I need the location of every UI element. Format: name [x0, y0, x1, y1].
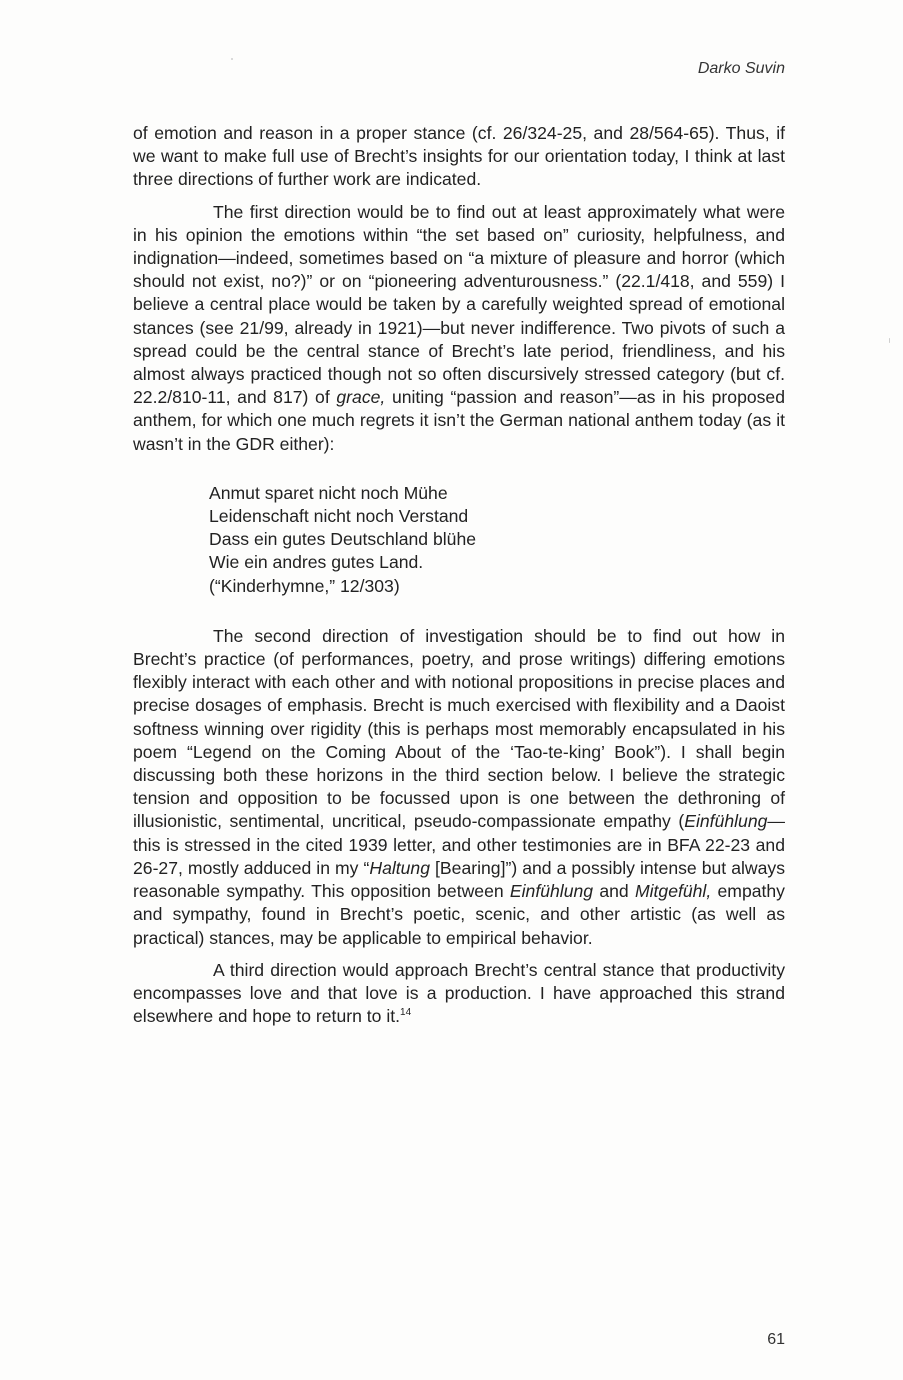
poem-block [209, 482, 785, 598]
paragraph-3-text: —this is stressed in the cited 1939 letter, and other testimonies are in BFA 22-23 and 26-27, mostly adduced in my “ [133, 811, 785, 878]
paragraph-3-term: Einfühlung [509, 881, 594, 902]
paragraph-3-term: Einfühlung [684, 811, 768, 832]
paragraph-1: of emotion and reason in a proper stance (cf. 26/324-25, and 28/564-65). Thus, if we want to make full use of Brecht’s insights for our orientation today, I think at last three directions of further work are indicated. [133, 123, 785, 190]
poem-line: Anmut sparet nicht noch Mühe [209, 482, 448, 503]
body-text [133, 122, 785, 1037]
running-head-author: Darko Suvin [697, 60, 785, 77]
paragraph-2 [133, 201, 785, 456]
poem-citation: (“Kinderhymne,” 12/303) [209, 575, 400, 596]
paragraph-4 [133, 959, 785, 1029]
paragraph-2-emphasis: grace, [336, 387, 386, 408]
paragraph-3-text: [Bearing]”) and a possibly intense but always reasonable sympathy. This opposition between [133, 857, 785, 902]
footnote-reference[interactable]: 14 [400, 1007, 412, 1019]
poem-line: Leidenschaft nicht noch Verstand [209, 506, 469, 527]
paragraph-4-text: A third direction would approach Brecht’s central stance that productivity encompasses love and that love is a production. I have approached this strand elsewhere and hope to return to it. [133, 959, 785, 1027]
paragraph-3-text: empathy and sympathy, found in Brecht’s poetic, scenic, and other artistic (as well as practical) stances, may be applicable to empirical behavior. [133, 881, 785, 948]
paragraph-2-text-end: uniting “passion and reason”—as in his proposed anthem, for which one much regrets it isn’t the German national anthem today (as it wasn’t in the GDR either): [133, 387, 786, 454]
page-number: 61 [767, 1331, 785, 1348]
scan-speck [889, 338, 890, 343]
paragraph-3-text: The second direction of investigation should be to find out how in Brecht’s practice (of performances, poetry, and prose writings) differing emotions flexibly interact with each other and with notional propositions in precise places and precise dosages of emphasis. Brecht is much exercised with flexibility and a Daoist softness winning over rigidity (this is perhaps most memorably encapsulated in his poem “Legend on the Coming About of the ‘Tao-te-king’ Book”). I shall begin discussing both these horizons in the third section below. I believe the strategic tension and opposition to be focussed upon is one between the dethroning of illusionistic, sentimental, uncritical, pseudo-compassionate empathy ( [133, 625, 785, 832]
paragraph-3 [133, 625, 785, 950]
paragraph-2-text: The first direction would be to find out at least approximately what were in his opinion the emotions within “the set based on” curiosity, helpfulness, and indignation—indeed, sometimes based on “a mixture of pleasure and horror (which should not exist, no?)” or on “pioneering adventurousness.” (22.1/418, and 559) I believe a central place would be taken by a carefully weighted spread of emotional stances (see 21/99, already in 1921)—but never indifference. Two pivots of such a spread could be the central stance of Brecht’s late period, friendliness, and his almost always practiced though not so often discursively stressed category (but cf. 22.2/810-11, and 817) of [133, 201, 785, 408]
paragraph-3-text: and [593, 881, 635, 902]
poem-line: Wie ein andres gutes Land. [209, 552, 424, 573]
paragraph-3-term: Haltung [369, 857, 431, 878]
poem-line: Dass ein gutes Deutschland blühe [209, 529, 477, 550]
paragraph-3-term: Mitgefühl, [634, 881, 712, 902]
scan-speck [231, 58, 233, 60]
